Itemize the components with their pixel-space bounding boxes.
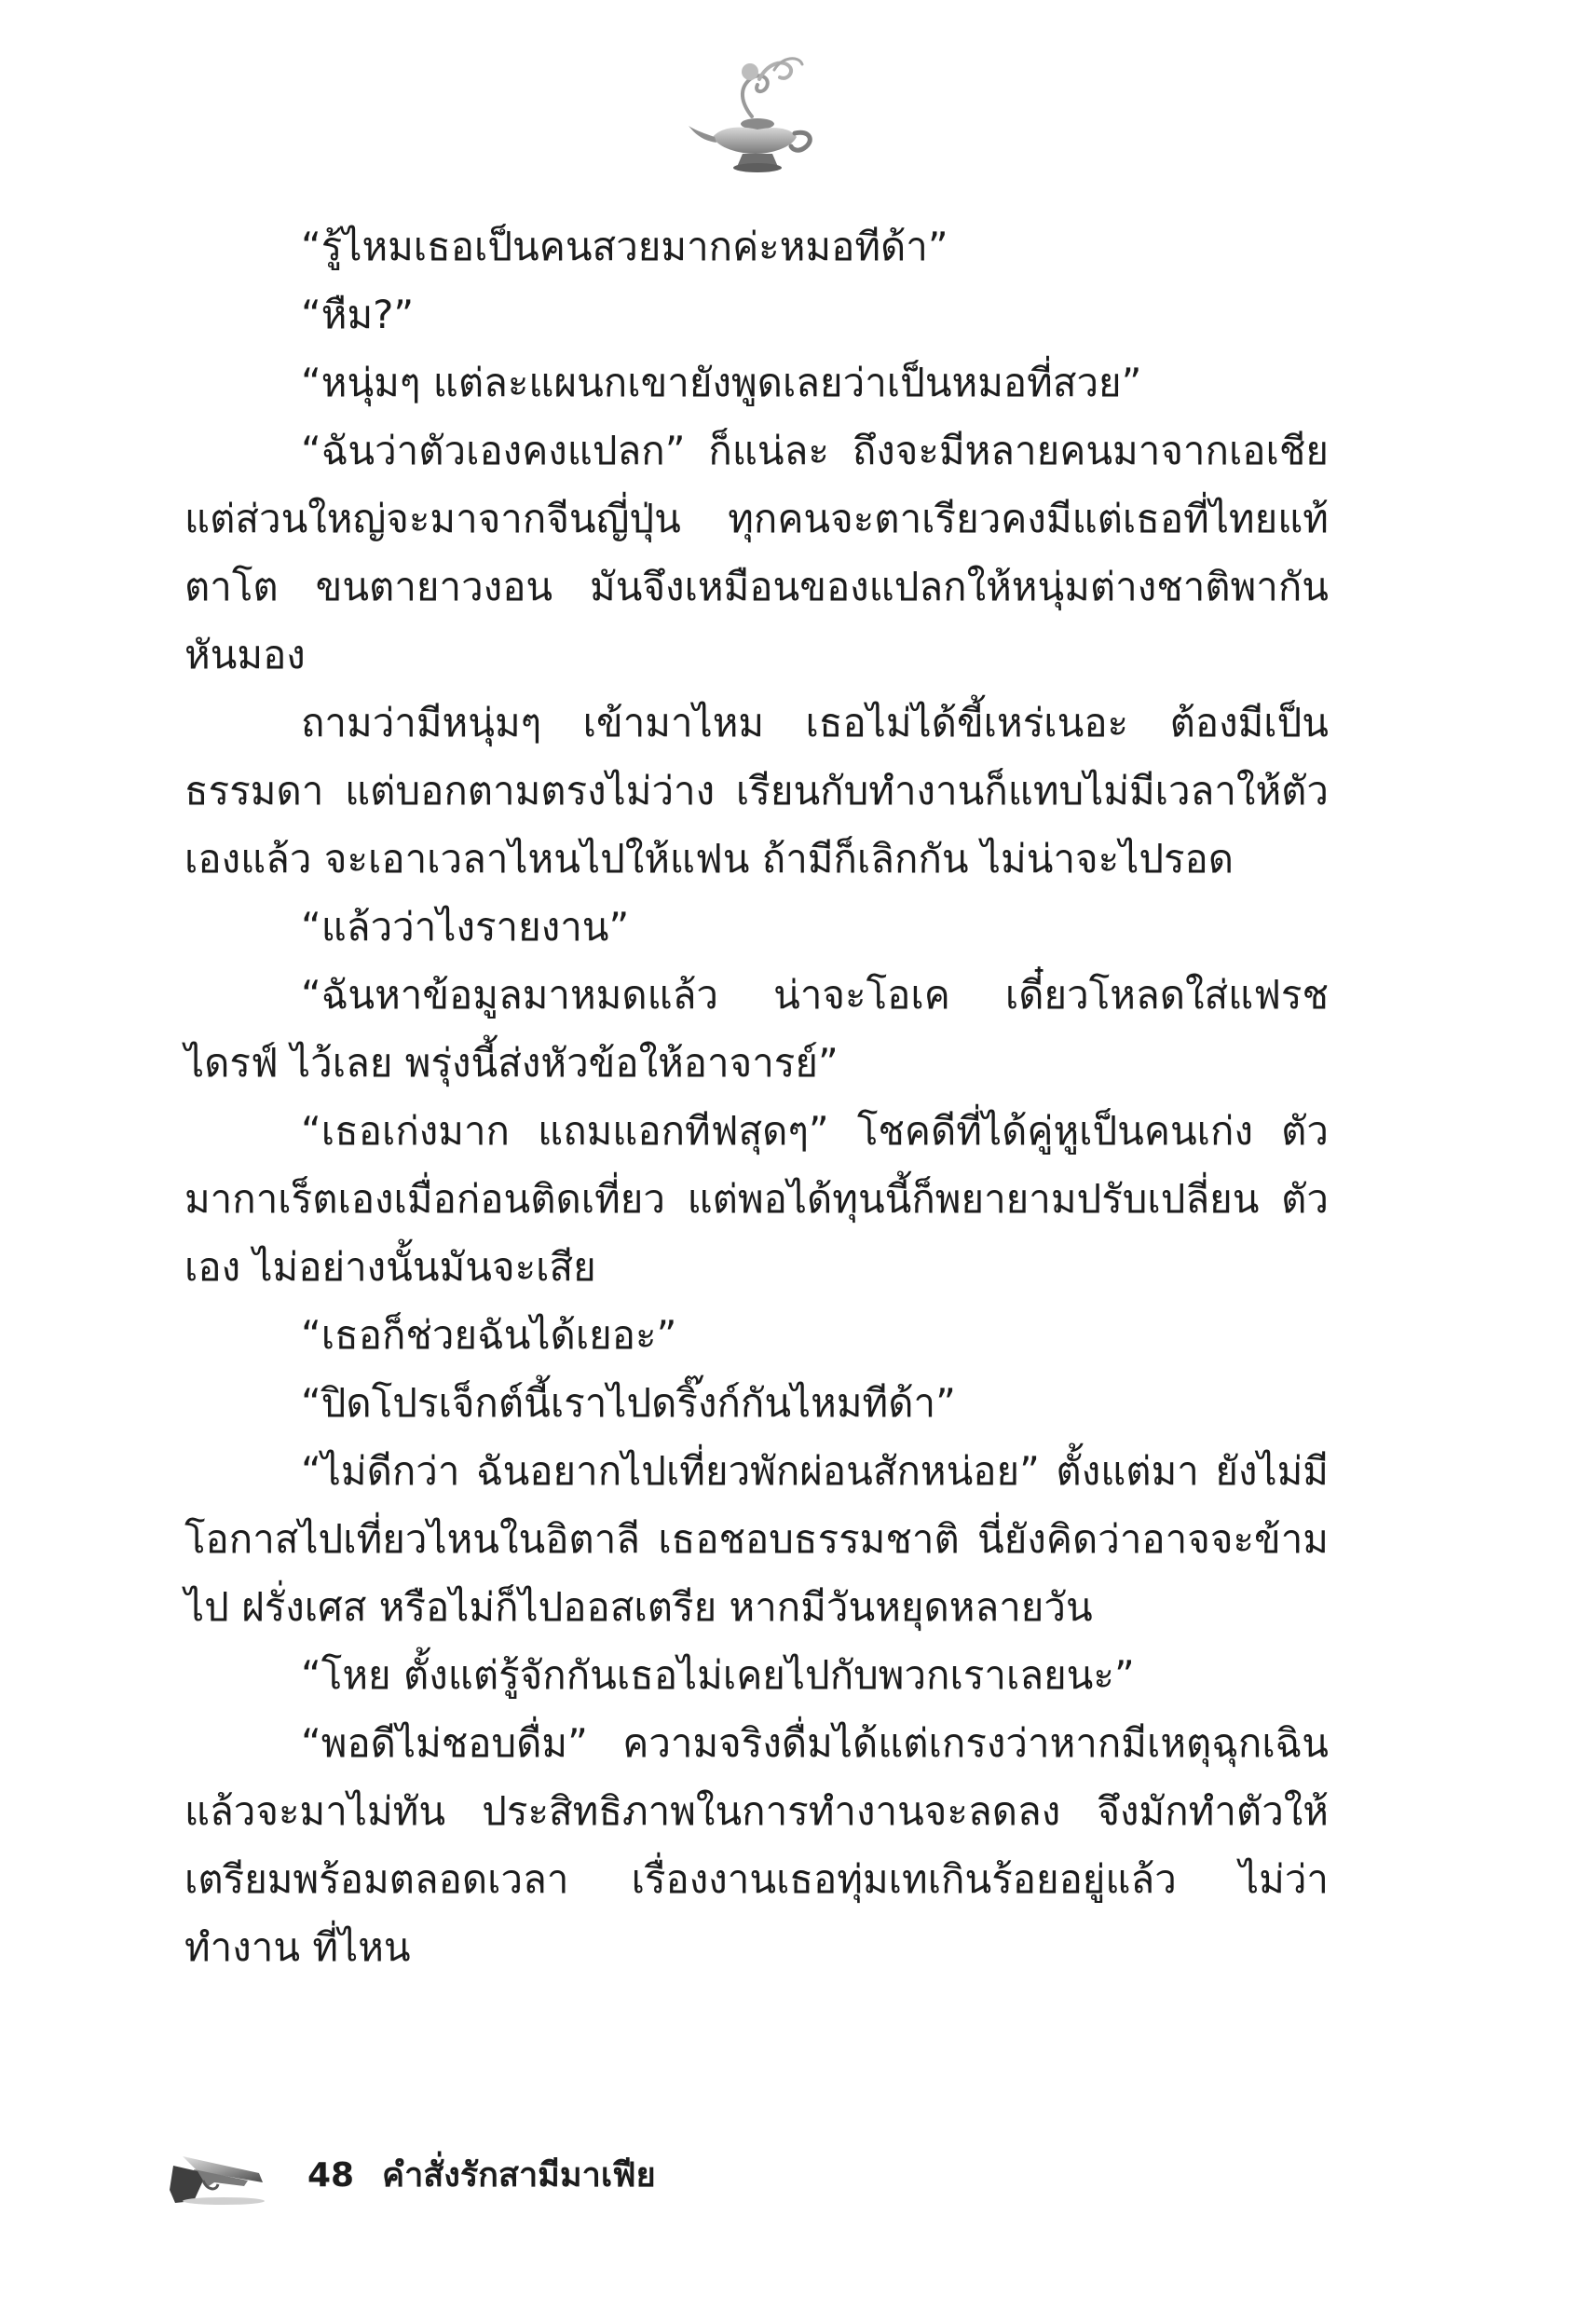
paragraph: “พอดีไม่ชอบดื่ม” ความจริงดื่มได้แต่เกรงว่าหากมีเหตุฉุกเฉิน แล้วจะมาไม่ทัน ประสิทธิภาพในการทำงานจะลดลง จึงมักทำตัวให้ เตรียมพร้อมตลอดเวลา เรื่องงานเธอทุ่มเทเกินร้อยอยู่แล้ว ไม่ว่าทำงาน ที่ไหน (184, 1720, 1329, 1970)
paragraph: “เธอเก่งมาก แถมแอกทีฟสุดๆ” โชคดีที่ได้คู่หูเป็นคนเก่ง ตัวมากาเร็ตเองเมื่อก่อนติดเที่ยว แต่พอได้ทุนนี้ก็พยายามปรับเปลี่ยน ตัวเอง ไม่อย่างนั้นมันจะเสีย (184, 1108, 1329, 1290)
paragraph: “โหย ตั้งแต่รู้จักกันเธอไม่เคยไปกับพวกเราเลยนะ” (301, 1652, 1135, 1698)
paragraph: “ฉันหาข้อมูลมาหมดแล้ว น่าจะโอเค เดี๋ยวโหลดใส่แฟรชไดรฟ์ ไว้เลย พรุ่งนี้ส่งหัวข้อให้อาจารย์” (184, 972, 1329, 1086)
page-number: 48 (307, 2156, 355, 2195)
paragraph: “ฉันว่าตัวเองคงแปลก” ก็แน่ละ ถึงจะมีหลายคนมาจากเอเชีย แต่ส่วนใหญ่จะมาจากจีนญี่ปุ่น ทุกคนจะตาเรียวคงมีแต่เธอที่ไทยแท้ ตาโต ขนตายาวงอน มันจึงเหมือนของแปลกให้หนุ่มต่างชาติพากัน หันมอง (184, 428, 1329, 677)
paragraph: “หืม?” (301, 292, 415, 337)
paragraph: “ปิดโปรเจ็กต์นี้เราไปดริ๊งก์กันไหมทีด้า” (301, 1380, 956, 1426)
paragraph: ถามว่ามีหนุ่มๆ เข้ามาไหม เธอไม่ได้ขี้เหร่เนอะ ต้องมีเป็นธรรมดา แต่บอกตามตรงไม่ว่าง เรียนกับทำงานก็แทบไม่มีเวลาให้ตัวเองแล้ว จะเอาเวลาไหนไปให้แฟน ถ้ามีก็เลิกกัน ไม่น่าจะไปรอด (184, 700, 1329, 882)
paragraph: “หนุ่มๆ แต่ละแผนกเขายังพูดเลยว่าเป็นหมอที่สวย” (301, 360, 1142, 405)
genie-lamp-icon (685, 51, 825, 182)
paragraph: “รู้ไหมเธอเป็นคนสวยมากค่ะหมอทีด้า” (301, 224, 948, 269)
body-text (184, 212, 1329, 1981)
paragraph: “แล้วว่าไงรายงาน” (301, 904, 630, 950)
book-title: คำสั่งรักสามีมาเฟีย (382, 2156, 656, 2195)
page-footer (166, 2143, 1004, 2218)
paragraph: “ไม่ดีกว่า ฉันอยากไปเที่ยวพักผ่อนสักหน่อย” ตั้งแต่มา ยังไม่มี โอกาสไปเที่ยวไหนในอิตาลี เธอชอบธรรมชาติ นี่ยังคิดว่าอาจจะข้ามไป ฝรั่งเศส หรือไม่ก็ไปออสเตรีย หากมีวันหยุดหลายวัน (184, 1448, 1329, 1630)
paragraph: “เธอก็ช่วยฉันได้เยอะ” (301, 1312, 677, 1358)
pistol-icon (166, 2149, 268, 2207)
